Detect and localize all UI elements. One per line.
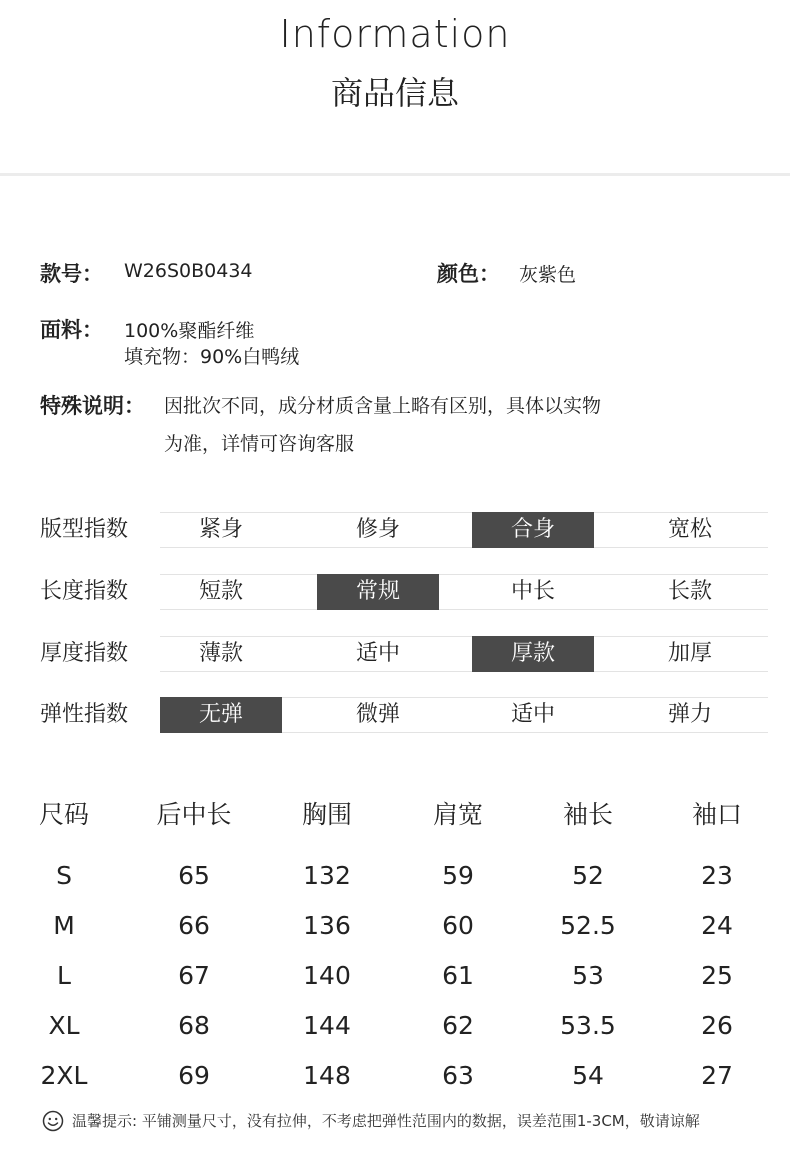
size-table-header xyxy=(0,795,790,835)
index-option: 长款 xyxy=(667,579,712,604)
fabric-line-2: 填充物：90%白鸭绒 xyxy=(124,346,300,368)
size-table-cell: L xyxy=(57,961,71,990)
size-table-cell: 63 xyxy=(442,1061,474,1090)
page-title-chinese: 商品信息 xyxy=(330,74,459,112)
size-table-cell: 132 xyxy=(303,861,351,890)
index-row-label: 版型指数 xyxy=(40,517,129,542)
index-option: 薄款 xyxy=(198,641,243,666)
index-option: 适中 xyxy=(510,702,555,727)
index-option: 弹力 xyxy=(667,702,712,727)
style-no-label: 款号： xyxy=(40,262,103,286)
color-value: 灰紫色 xyxy=(519,264,577,286)
index-option-selected: 厚款 xyxy=(472,636,594,672)
size-table-header-cell: 肩宽 xyxy=(432,800,483,829)
index-option: 短款 xyxy=(198,579,243,604)
special-note-label: 特殊说明： xyxy=(40,394,145,418)
index-option: 微弹 xyxy=(355,702,400,727)
size-table-cell: 26 xyxy=(701,1011,733,1040)
size-table-cell: 140 xyxy=(303,961,351,990)
size-table-cell: 61 xyxy=(442,961,474,990)
header-divider xyxy=(0,173,790,176)
size-table-cell: S xyxy=(56,861,72,890)
size-table-header-cell: 胸围 xyxy=(301,800,352,829)
size-table-cell: 23 xyxy=(701,861,733,890)
size-table-cell: 65 xyxy=(178,861,210,890)
size-table-cell: 52.5 xyxy=(560,911,616,940)
size-table-row xyxy=(0,1006,790,1046)
size-table-cell: 66 xyxy=(178,911,210,940)
index-option-selected: 无弹 xyxy=(160,697,282,733)
size-table-cell: 144 xyxy=(303,1011,351,1040)
size-table-cell: XL xyxy=(48,1011,80,1040)
size-table-cell: 54 xyxy=(572,1061,604,1090)
index-row xyxy=(40,697,768,733)
size-table-cell: 62 xyxy=(442,1011,474,1040)
fabric-line-1: 100%聚酯纤维 xyxy=(124,320,255,342)
index-option-selected: 常规 xyxy=(317,574,439,610)
index-row-label: 弹性指数 xyxy=(40,702,129,727)
index-row-label: 厚度指数 xyxy=(40,641,129,666)
index-option: 中长 xyxy=(510,579,555,604)
index-row xyxy=(40,512,768,548)
index-row xyxy=(40,574,768,610)
size-table-cell: 67 xyxy=(178,961,210,990)
size-table-cell: 53 xyxy=(572,961,604,990)
index-option-selected: 合身 xyxy=(472,512,594,548)
index-option: 宽松 xyxy=(667,517,712,542)
size-table-row xyxy=(0,906,790,946)
size-table-cell: 52 xyxy=(572,861,604,890)
index-option: 适中 xyxy=(355,641,400,666)
size-table-cell: 136 xyxy=(303,911,351,940)
index-option: 修身 xyxy=(355,517,400,542)
size-table-header-cell: 袖口 xyxy=(691,800,742,829)
smiley-icon xyxy=(42,1110,64,1132)
size-table-cell: M xyxy=(53,911,75,940)
warm-tip-text: 温馨提示: 平铺测量尺寸，没有拉伸，不考虑把弹性范围内的数据，误差范围1-3CM，敬请谅解 xyxy=(72,1112,700,1130)
size-table-cell: 24 xyxy=(701,911,733,940)
index-option: 紧身 xyxy=(198,517,243,542)
size-table-header-cell: 尺码 xyxy=(38,800,89,829)
size-table-row xyxy=(0,956,790,996)
size-table-row xyxy=(0,856,790,896)
size-table-header-cell: 袖长 xyxy=(562,800,613,829)
index-row xyxy=(40,636,768,672)
size-table-header-cell: 后中长 xyxy=(156,800,232,829)
fabric-label: 面料： xyxy=(40,318,103,342)
size-table-cell: 25 xyxy=(701,961,733,990)
size-table-row xyxy=(0,1056,790,1096)
index-row-label: 长度指数 xyxy=(40,579,129,604)
size-table-cell: 53.5 xyxy=(560,1011,616,1040)
size-table-cell: 2XL xyxy=(40,1061,88,1090)
page-title-english: Information xyxy=(279,12,511,56)
index-option: 加厚 xyxy=(667,641,712,666)
size-table-cell: 69 xyxy=(178,1061,210,1090)
style-no-value: W26S0B0434 xyxy=(124,260,253,282)
color-label: 颜色： xyxy=(437,262,500,286)
size-table-cell: 68 xyxy=(178,1011,210,1040)
special-note-line-2: 为准，详情可咨询客服 xyxy=(164,433,355,455)
size-table-cell: 148 xyxy=(303,1061,351,1090)
size-table-cell: 27 xyxy=(701,1061,733,1090)
special-note-line-1: 因批次不同，成分材质含量上略有区别，具体以实物 xyxy=(164,395,602,417)
size-table-cell: 60 xyxy=(442,911,474,940)
size-table-cell: 59 xyxy=(442,861,474,890)
